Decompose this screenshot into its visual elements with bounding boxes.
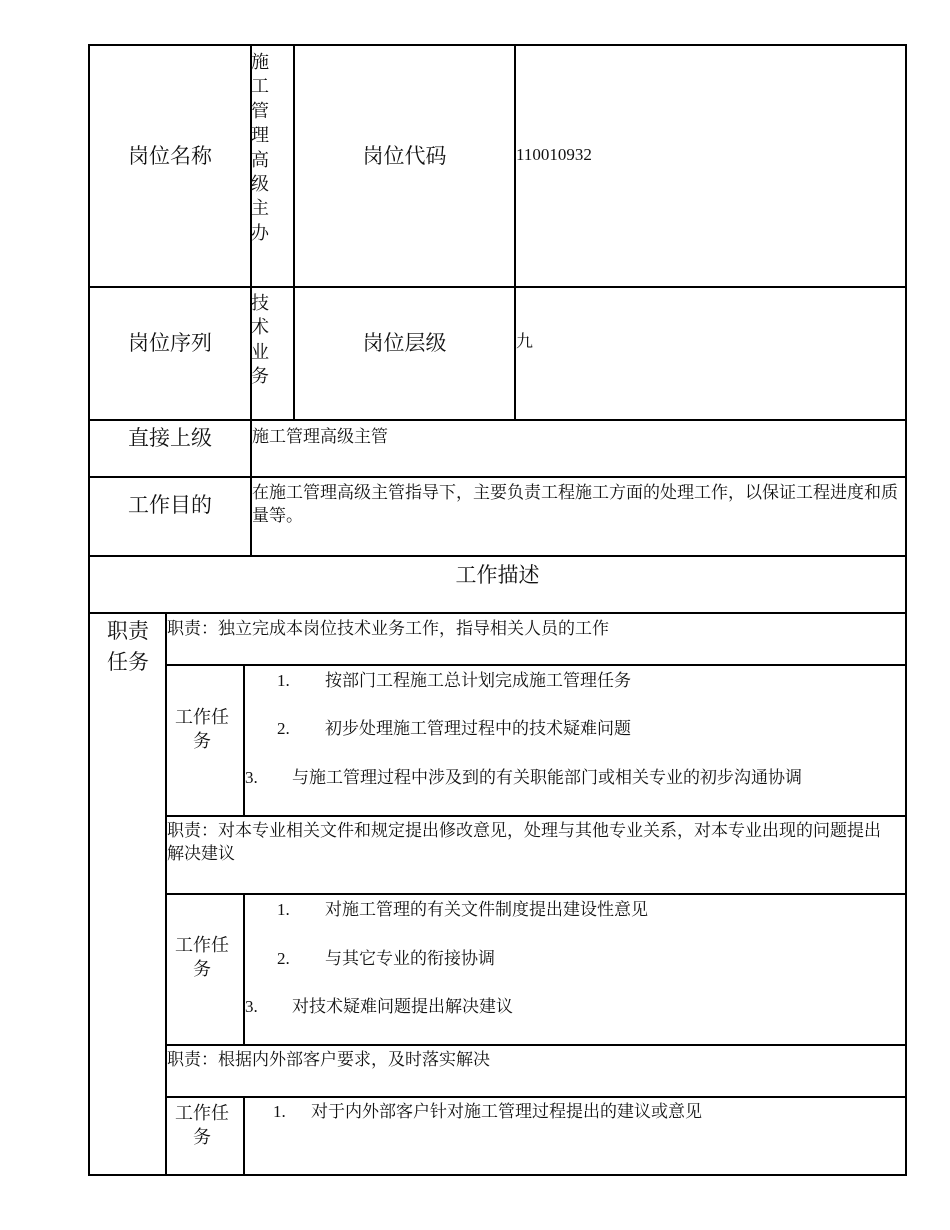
row-divider	[88, 286, 907, 288]
col-divider	[514, 44, 516, 420]
post-name-label: 岗位名称	[128, 144, 212, 168]
col-divider	[293, 44, 295, 420]
row-divider	[88, 476, 907, 478]
col-divider	[243, 893, 245, 1044]
row-divider	[165, 893, 907, 895]
purpose-label: 工作目的	[128, 493, 212, 517]
row-divider	[165, 664, 907, 666]
task-item	[245, 767, 802, 789]
task-number: 2.	[277, 949, 290, 968]
task-text: 初步处理施工管理过程中的技术疑难问题	[325, 719, 631, 738]
task-number: 3.	[245, 768, 258, 787]
row-divider	[165, 1044, 907, 1046]
post-series-label: 岗位序列	[128, 331, 212, 355]
post-code-value: 110010932	[516, 145, 592, 164]
duty-text: 职责：根据内外部客户要求，及时落实解决	[167, 1050, 490, 1069]
task-item	[277, 948, 495, 970]
task-text: 对施工管理的有关文件制度提出建设性意见	[325, 900, 648, 919]
col-divider	[243, 1096, 245, 1175]
post-name-value: 施工管理高级主办	[251, 52, 269, 243]
duty-text: 职责：独立完成本岗位技术业务工作，指导相关人员的工作	[167, 619, 609, 638]
task-item	[277, 718, 631, 740]
table-border-right	[905, 44, 907, 1175]
task-item	[277, 670, 631, 692]
task-number: 1.	[277, 900, 290, 919]
post-series-value: 技术业务	[251, 293, 269, 387]
table-border-bottom	[88, 1174, 907, 1176]
task-number: 1.	[277, 671, 290, 690]
row-divider	[88, 612, 907, 614]
section-title: 工作描述	[455, 563, 540, 587]
task-item	[277, 899, 648, 921]
row-divider	[165, 1096, 907, 1098]
post-level-value: 九	[516, 332, 533, 351]
task-label: 工作任务	[175, 935, 229, 979]
task-number: 2.	[277, 719, 290, 738]
table-border-left	[88, 44, 90, 1175]
duty-task-label: 职责任务	[107, 619, 149, 674]
superior-value: 施工管理高级主管	[252, 427, 388, 446]
task-text: 与其它专业的衔接协调	[325, 949, 495, 968]
superior-label: 直接上级	[128, 426, 212, 450]
task-text: 按部门工程施工总计划完成施工管理任务	[325, 671, 631, 690]
post-level-label: 岗位层级	[362, 331, 447, 355]
row-divider	[88, 419, 907, 421]
task-item	[245, 996, 513, 1018]
post-code-label: 岗位代码	[362, 144, 447, 168]
table-border-top	[88, 44, 907, 46]
purpose-value: 在施工管理高级主管指导下，主要负责工程施工方面的处理工作，以保证工程进度和质量等。	[252, 483, 898, 525]
duty-text: 职责：对本专业相关文件和规定提出修改意见，处理与其他专业关系，对本专业出现的问题提出解决建议	[167, 821, 881, 863]
row-divider	[165, 815, 907, 817]
task-item	[273, 1101, 702, 1123]
task-text: 与施工管理过程中涉及到的有关职能部门或相关专业的初步沟通协调	[292, 768, 802, 787]
task-number: 1.	[273, 1102, 286, 1121]
task-label: 工作任务	[175, 707, 229, 751]
col-divider	[243, 664, 245, 815]
row-divider	[88, 555, 907, 557]
task-label: 工作任务	[175, 1103, 229, 1147]
task-number: 3.	[245, 997, 258, 1016]
task-text: 对技术疑难问题提出解决建议	[292, 997, 513, 1016]
task-text: 对于内外部客户针对施工管理过程提出的建议或意见	[311, 1102, 702, 1121]
